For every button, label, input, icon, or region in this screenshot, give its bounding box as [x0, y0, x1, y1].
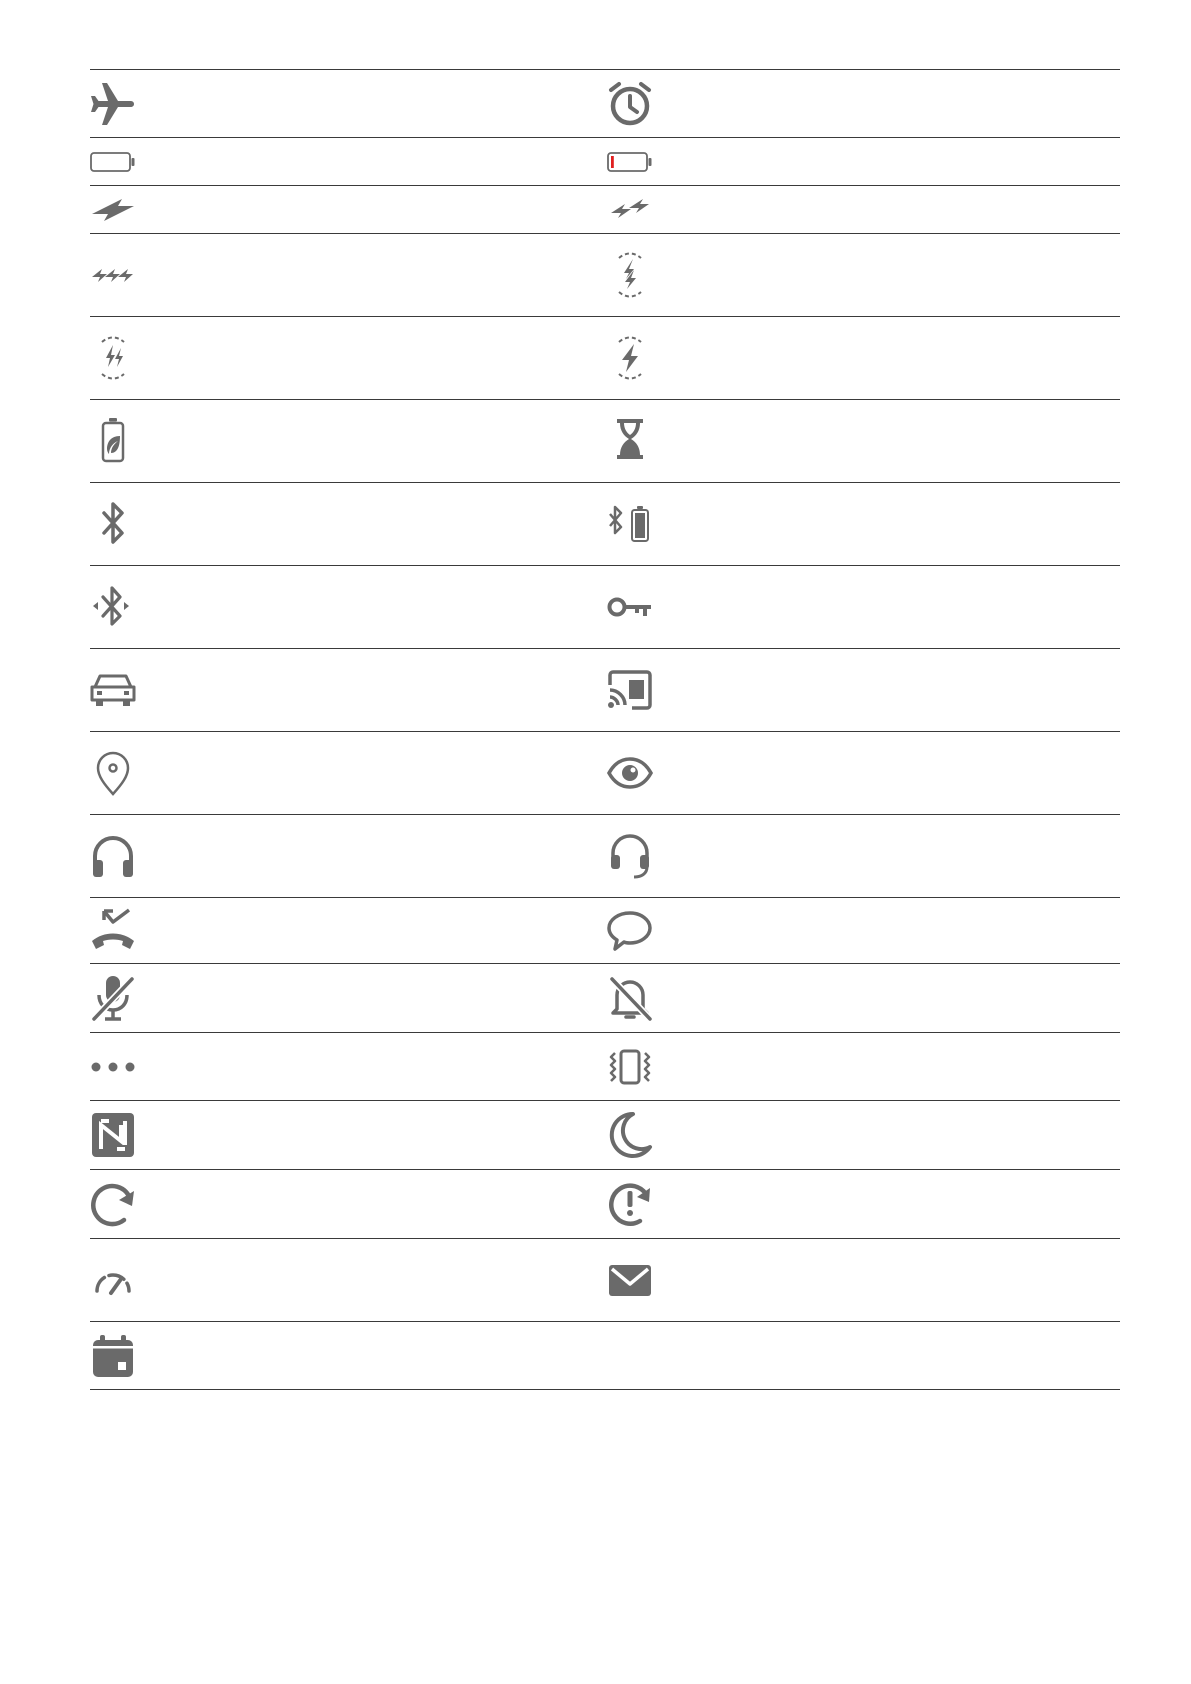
- table-cell-right: [607, 964, 653, 1032]
- table-row: [90, 1322, 1120, 1390]
- table-cell-left: [90, 898, 136, 963]
- table-cell-left: [90, 138, 136, 185]
- headset-icon: [90, 832, 136, 880]
- table-cell-right: [607, 186, 653, 233]
- table-row: [90, 70, 1120, 138]
- table-row: [90, 1101, 1120, 1170]
- mic-muted-icon: [90, 973, 136, 1023]
- airplane-mode-icon: [90, 81, 136, 127]
- driving-mode-icon: [90, 670, 136, 710]
- battery-low-icon: [607, 151, 653, 173]
- email-icon: [607, 1260, 653, 1300]
- table-row: [90, 234, 1120, 317]
- table-cell-right: [607, 70, 653, 137]
- table-cell-right: [607, 400, 653, 482]
- eye-comfort-icon: [607, 753, 653, 793]
- table-cell-right: [607, 566, 653, 648]
- super-charging-icon: [90, 260, 136, 290]
- table-row: [90, 138, 1120, 186]
- table-cell-left: [90, 483, 136, 565]
- table-cell-right: [607, 317, 653, 399]
- alarm-icon: [607, 81, 653, 127]
- table-cell-left: [90, 234, 136, 316]
- wireless-quick-charging-icon: [90, 333, 136, 383]
- table-row: [90, 566, 1120, 649]
- table-cell-right: [607, 732, 653, 814]
- status-icon-table: [90, 69, 1120, 1390]
- table-cell-left: [90, 964, 136, 1032]
- event-reminder-icon: [90, 1333, 136, 1379]
- table-row: [90, 483, 1120, 566]
- vibrate-mode-icon: [607, 1047, 653, 1087]
- table-cell-right: [607, 649, 653, 731]
- silent-mode-icon: [607, 973, 653, 1023]
- vpn-key-icon: [607, 592, 653, 622]
- table-cell-right: [607, 898, 653, 963]
- charging-icon: [90, 198, 136, 222]
- performance-mode-icon: [90, 1260, 136, 1300]
- projection-cast-icon: [607, 669, 653, 711]
- table-row: [90, 400, 1120, 483]
- table-row: [90, 1033, 1120, 1101]
- table-cell-left: [90, 70, 136, 137]
- nfc-icon: [90, 1111, 136, 1159]
- do-not-disturb-icon: [607, 1111, 653, 1159]
- table-cell-left: [90, 317, 136, 399]
- table-cell-left: [90, 566, 136, 648]
- table-cell-right: [607, 1033, 653, 1100]
- table-cell-left: [90, 186, 136, 233]
- table-cell-right: [607, 1170, 653, 1238]
- table-cell-left: [90, 1170, 136, 1238]
- table-row: [90, 186, 1120, 234]
- table-cell-left: [90, 649, 136, 731]
- table-cell-right: [607, 234, 653, 316]
- unread-message-icon: [607, 908, 653, 954]
- table-cell-left: [90, 1101, 136, 1169]
- table-row: [90, 964, 1120, 1033]
- quick-charging-icon: [607, 196, 653, 224]
- table-row: [90, 815, 1120, 898]
- table-cell-right: [607, 815, 653, 897]
- table-cell-left: [90, 815, 136, 897]
- bluetooth-icon: [90, 499, 136, 549]
- table-row: [90, 1239, 1120, 1322]
- bluetooth-device-battery-icon: [607, 501, 653, 547]
- table-row: [90, 732, 1120, 815]
- table-cell-right: [607, 483, 653, 565]
- table-row: [90, 317, 1120, 400]
- power-saving-mode-icon: [90, 416, 136, 466]
- table-cell-left: [90, 1033, 136, 1100]
- table-cell-right: [607, 1101, 653, 1169]
- missed-call-icon: [90, 908, 136, 954]
- table-cell-left: [90, 1322, 136, 1389]
- more-notifications-icon: [90, 1058, 136, 1076]
- table-cell-left: [90, 732, 136, 814]
- location-icon: [90, 749, 136, 797]
- wireless-charging-icon: [607, 333, 653, 383]
- bluetooth-connected-icon: [90, 582, 136, 632]
- table-cell-left: [90, 400, 136, 482]
- sync-failed-icon: [607, 1180, 653, 1228]
- table-row: [90, 898, 1120, 964]
- syncing-icon: [90, 1180, 136, 1228]
- table-cell-left: [90, 1239, 136, 1321]
- headset-with-mic-icon: [607, 831, 653, 881]
- table-row: [90, 649, 1120, 732]
- table-cell-right: [607, 138, 653, 185]
- hourglass-icon: [607, 417, 653, 465]
- wireless-super-charging-icon: [607, 250, 653, 300]
- table-row: [90, 1170, 1120, 1239]
- table-cell-right: [607, 1239, 653, 1321]
- battery-empty-icon: [90, 151, 136, 173]
